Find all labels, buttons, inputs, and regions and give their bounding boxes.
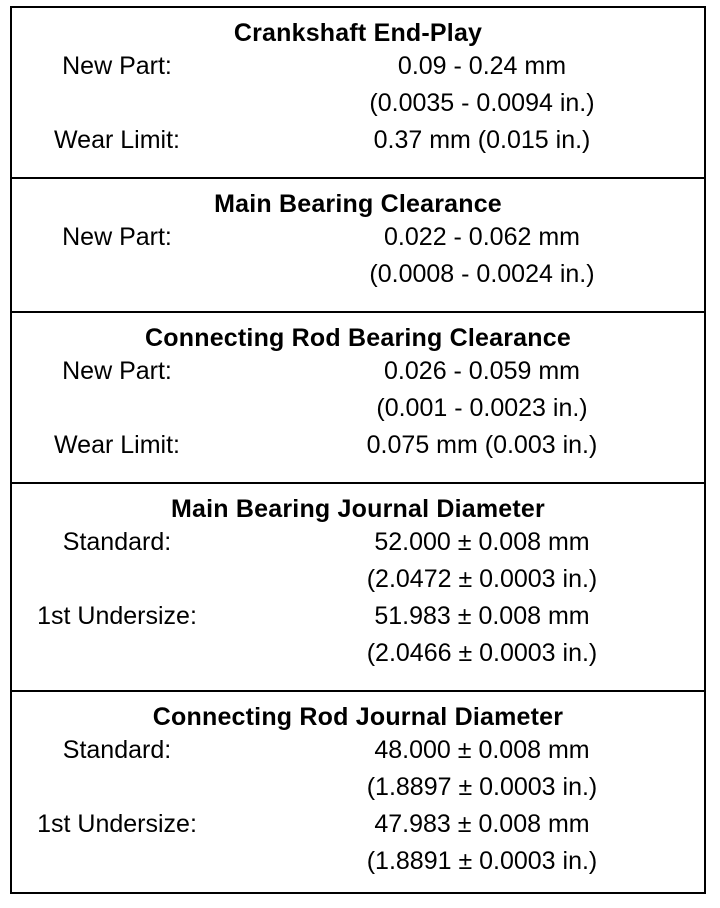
row-value: 0.022 - 0.062 mm [384, 223, 580, 251]
row-value: 0.09 - 0.24 mm [397, 52, 567, 80]
spec-row [12, 598, 704, 635]
row-value: 52.000 ± 0.008 mm [374, 528, 590, 556]
spec-row [12, 390, 704, 427]
row-value: 0.026 - 0.059 mm [384, 357, 580, 385]
section-main-bearing-clearance [12, 177, 704, 311]
section-connecting-rod-journal-diameter [12, 690, 704, 892]
row-value: (2.0466 ± 0.0003 in.) [366, 639, 598, 667]
section-connecting-rod-bearing-clearance [12, 311, 704, 482]
row-value: (2.0472 ± 0.0003 in.) [366, 565, 598, 593]
row-value: 0.075 mm (0.003 in.) [366, 431, 598, 459]
section-title: Main Bearing Journal Diameter [171, 495, 545, 523]
row-label: New Part: [62, 223, 172, 251]
spec-row [12, 732, 704, 769]
row-value: 0.37 mm (0.015 in.) [373, 126, 591, 154]
spec-row [12, 353, 704, 390]
row-label: Standard: [62, 528, 172, 556]
spec-row [12, 427, 704, 464]
section-title: Crankshaft End-Play [233, 19, 483, 47]
section-title: Connecting Rod Journal Diameter [152, 703, 564, 731]
row-value: (1.8897 ± 0.0003 in.) [366, 773, 598, 801]
row-value: (0.001 - 0.0023 in.) [376, 394, 588, 422]
specification-table [10, 6, 706, 894]
spec-row [12, 806, 704, 843]
spec-row [12, 769, 704, 806]
row-label: 1st Undersize: [37, 810, 197, 838]
spec-row [12, 635, 704, 672]
section-crankshaft-end-play [12, 8, 704, 177]
spec-row [12, 843, 704, 880]
row-label: New Part: [62, 357, 172, 385]
row-value: (1.8891 ± 0.0003 in.) [366, 847, 598, 875]
row-label: Wear Limit: [54, 126, 180, 154]
row-value: 48.000 ± 0.008 mm [374, 736, 590, 764]
row-label: New Part: [62, 52, 172, 80]
row-label: 1st Undersize: [37, 602, 197, 630]
section-title: Connecting Rod Bearing Clearance [145, 324, 571, 352]
spec-row [12, 256, 704, 293]
spec-row [12, 122, 704, 159]
spec-row [12, 524, 704, 561]
spec-row [12, 48, 704, 85]
row-value: (0.0035 - 0.0094 in.) [369, 89, 595, 117]
spec-row [12, 219, 704, 256]
row-value: 47.983 ± 0.008 mm [374, 810, 590, 838]
spec-row [12, 561, 704, 598]
row-value: (0.0008 - 0.0024 in.) [369, 260, 595, 288]
section-main-bearing-journal-diameter [12, 482, 704, 690]
row-label: Wear Limit: [54, 431, 180, 459]
row-value: 51.983 ± 0.008 mm [374, 602, 590, 630]
section-title: Main Bearing Clearance [214, 190, 502, 218]
row-label: Standard: [62, 736, 172, 764]
spec-row [12, 85, 704, 122]
